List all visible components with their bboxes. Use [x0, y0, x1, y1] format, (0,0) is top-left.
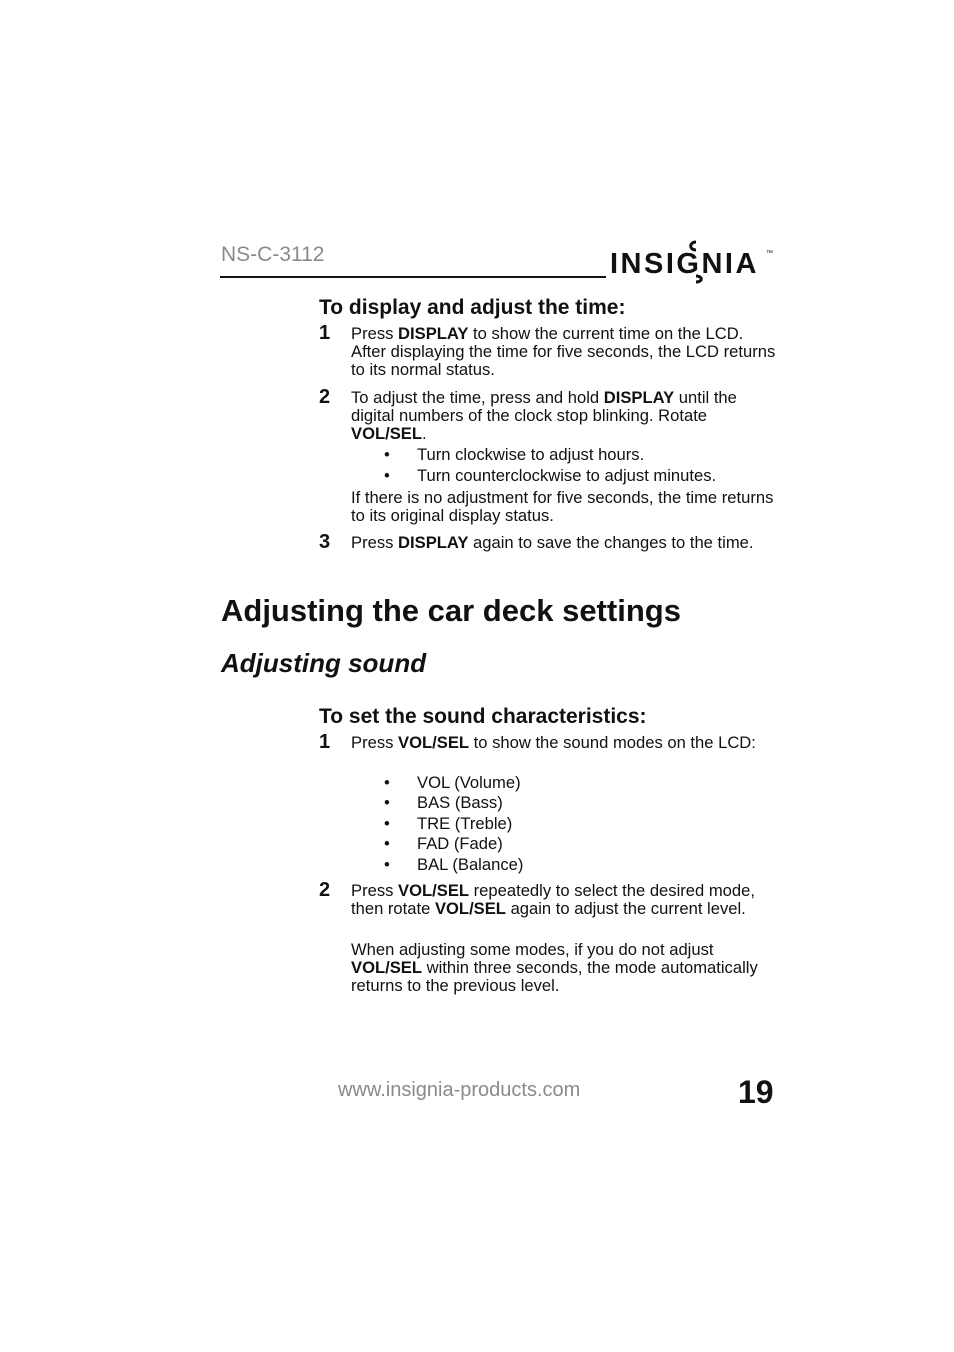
trademark-mark: ™: [766, 250, 773, 257]
step-text: Press VOL/SEL to show the sound modes on the LCD:: [351, 733, 756, 752]
step-number: 2: [319, 879, 331, 901]
step-text: To adjust the time, press and hold DISPLAY until the digital numbers of the clock stop blinking. Rotate VOL/SEL.: [351, 388, 737, 443]
bullet-glyph: •: [384, 814, 390, 833]
step-note: If there is no adjustment for five seconds, the time returns to its original display status.: [351, 488, 774, 525]
logo-swoosh-top: [691, 242, 696, 250]
step-number: 1: [319, 731, 331, 753]
step-text: Press DISPLAY again to save the changes to the time.: [351, 533, 754, 552]
bullet-glyph: •: [384, 855, 390, 874]
step-number: 3: [319, 531, 331, 553]
step-number: 2: [319, 386, 331, 408]
insignia-logo: [610, 238, 775, 284]
bullet-glyph: •: [384, 445, 390, 464]
bullet-glyph: •: [384, 834, 390, 853]
key-label: VOL/SEL: [351, 424, 422, 443]
bullet-glyph: •: [384, 466, 390, 485]
procedure-title-sound: To set the sound characteristics:: [319, 705, 647, 728]
model-number: NS-C-3112: [221, 243, 325, 266]
step-text: Press DISPLAY to show the current time on the LCD. After displaying the time for five seconds, the LCD returns to its normal status.: [351, 324, 776, 379]
step-note: When adjusting some modes, if you do not adjust VOL/SEL within three seconds, the mode automatically returns to the previous level.: [351, 940, 758, 995]
section-heading: Adjusting the car deck settings: [221, 593, 681, 628]
subsection-heading: Adjusting sound: [221, 648, 427, 678]
bullet-glyph: •: [384, 773, 390, 792]
bullet-glyph: •: [384, 793, 390, 812]
key-label: VOL/SEL: [351, 958, 422, 977]
key-label: VOL/SEL: [434, 899, 506, 918]
logo-wordmark: INSIGNIA: [610, 248, 759, 280]
page-number: 19: [738, 1074, 774, 1110]
header-rule: [220, 276, 606, 278]
key-label: DISPLAY: [603, 388, 675, 407]
key-label: DISPLAY: [398, 533, 469, 552]
key-label: DISPLAY: [398, 324, 469, 343]
key-label: VOL/SEL: [398, 881, 470, 900]
key-label: VOL/SEL: [398, 733, 470, 752]
step-text: Press VOL/SEL repeatedly to select the desired mode, then rotate VOL/SEL again to adjust the current level.: [351, 881, 755, 918]
step-number: 1: [319, 322, 331, 344]
footer-url: www.insignia-products.com: [338, 1079, 581, 1101]
procedure-title-time: To display and adjust the time:: [319, 296, 626, 319]
